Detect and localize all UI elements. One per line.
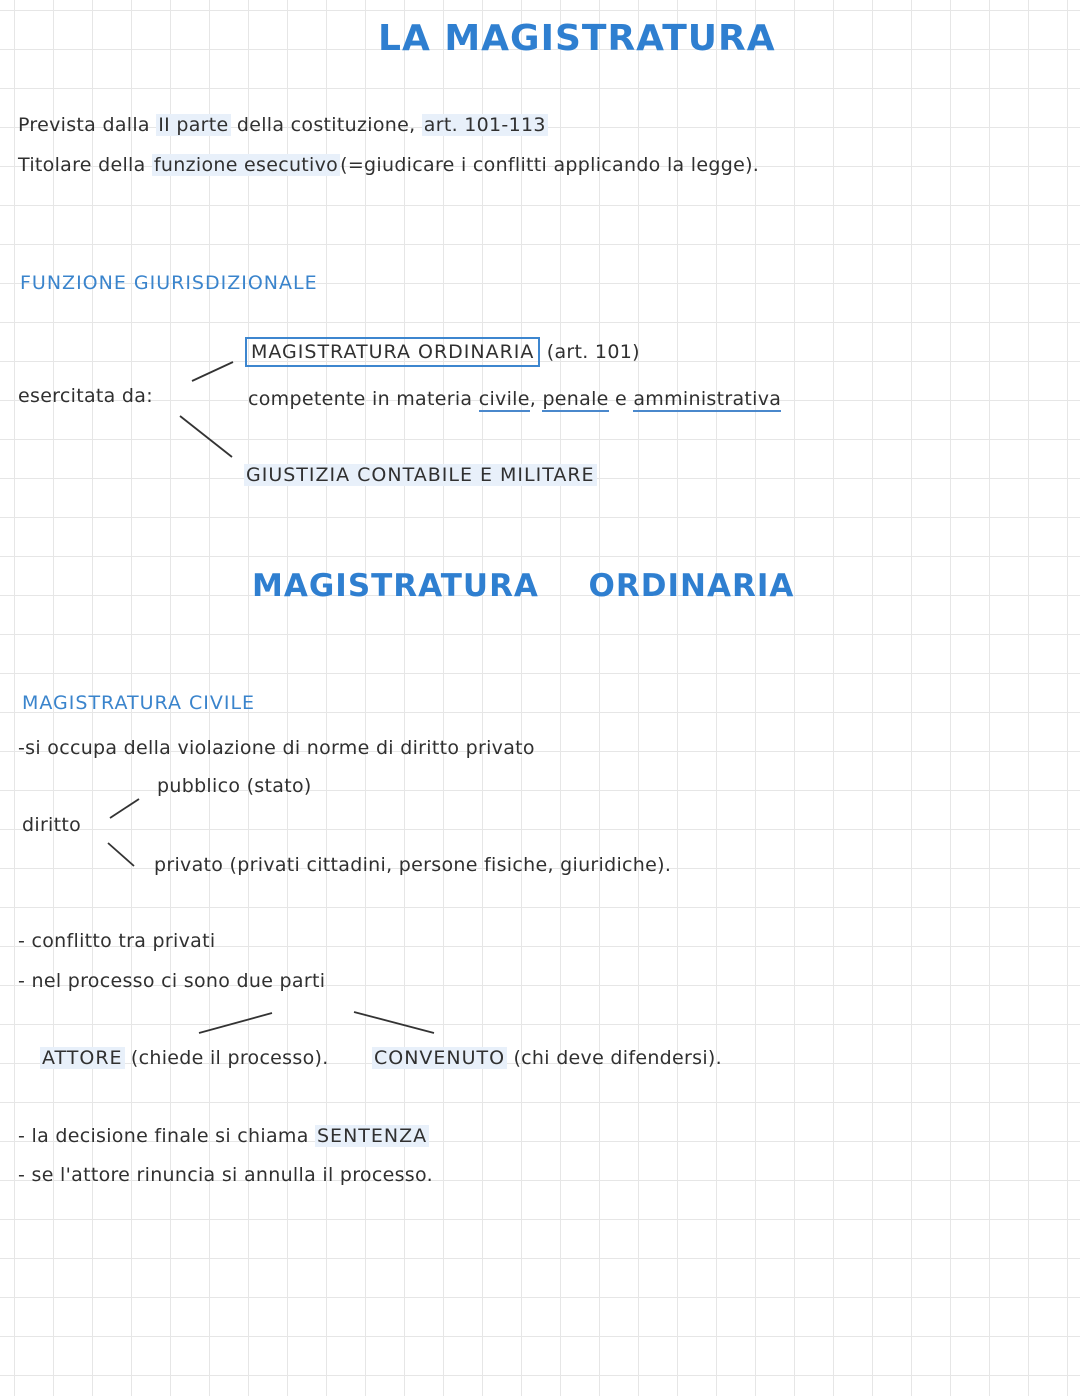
privato-label: privato (privati cittadini, persone fisiche, giuridiche). [154, 854, 672, 876]
exercised-by-label: esercitata da: [18, 385, 153, 407]
intro-explanation: (=giudicare i conflitti applicando la legge). [340, 154, 760, 176]
branch-line-convenuto [354, 1012, 434, 1033]
competence-comma: , [529, 388, 537, 410]
intro-part: II parte [158, 114, 229, 136]
intro-function: funzione esecutivo [153, 154, 339, 176]
civile-line-1: -si occupa della violazione di norme di diritto privato [18, 737, 535, 759]
convenuto-label: CONVENUTO [374, 1047, 506, 1069]
intro-article: art. 101-113 [423, 114, 546, 136]
section-heading-funzione: FUNZIONE GIURISDIZIONALE [20, 272, 318, 294]
intro-middle: della [236, 114, 285, 136]
branch-line-ordinaria [192, 362, 233, 381]
competence-e: e [615, 388, 627, 410]
subtitle-word-2: ORDINARIA [588, 568, 795, 604]
pubblico-label: pubblico (stato) [157, 775, 312, 797]
convenuto-line [372, 1047, 722, 1069]
ordinaria-article: (art. 101) [546, 341, 640, 363]
branch-line-contabile [180, 416, 232, 457]
conflict-line: - conflitto tra privati [18, 930, 216, 952]
ordinaria-line [245, 341, 640, 363]
subtitle [252, 568, 794, 604]
branch-line-privato [108, 843, 134, 866]
process-line: - nel processo ci sono due parti [18, 970, 326, 992]
attore-desc: (chiede il processo). [130, 1047, 329, 1069]
competence-line [248, 388, 781, 410]
convenuto-desc: (chi deve difendersi). [513, 1047, 722, 1069]
competence-penale: penale [542, 388, 609, 410]
attore-label: ATTORE [42, 1047, 123, 1069]
intro-line-1 [18, 114, 548, 136]
branch-line-pubblico [110, 799, 139, 818]
branch-line-attore [199, 1013, 272, 1033]
intro-constitution: costituzione, [290, 114, 416, 136]
diritto-label: diritto [22, 814, 82, 836]
ordinaria-box: MAGISTRATURA ORDINARIA [245, 337, 540, 367]
attore-line [40, 1047, 329, 1069]
subtitle-word-1: MAGISTRATURA [252, 568, 539, 604]
competence-amministrativa: amministrativa [633, 388, 782, 410]
intro-prefix-2: Titolare della [18, 154, 146, 176]
decision-prefix: - la decisione finale si chiama [18, 1125, 309, 1147]
page-title: LA MAGISTRATURA [378, 18, 776, 59]
intro-prefix: Prevista dalla [18, 114, 150, 136]
renounce-line: - se l'attore rinuncia si annulla il processo. [18, 1164, 433, 1186]
contabile-label: GIUSTIZIA CONTABILE E MILITARE [246, 464, 595, 486]
decision-line [18, 1125, 429, 1147]
intro-line-2 [18, 154, 759, 176]
competence-prefix: competente in materia [248, 388, 473, 410]
competence-civile: civile [478, 388, 530, 410]
section-heading-civile: MAGISTRATURA CIVILE [22, 692, 256, 714]
sentenza-label: SENTENZA [317, 1125, 428, 1147]
